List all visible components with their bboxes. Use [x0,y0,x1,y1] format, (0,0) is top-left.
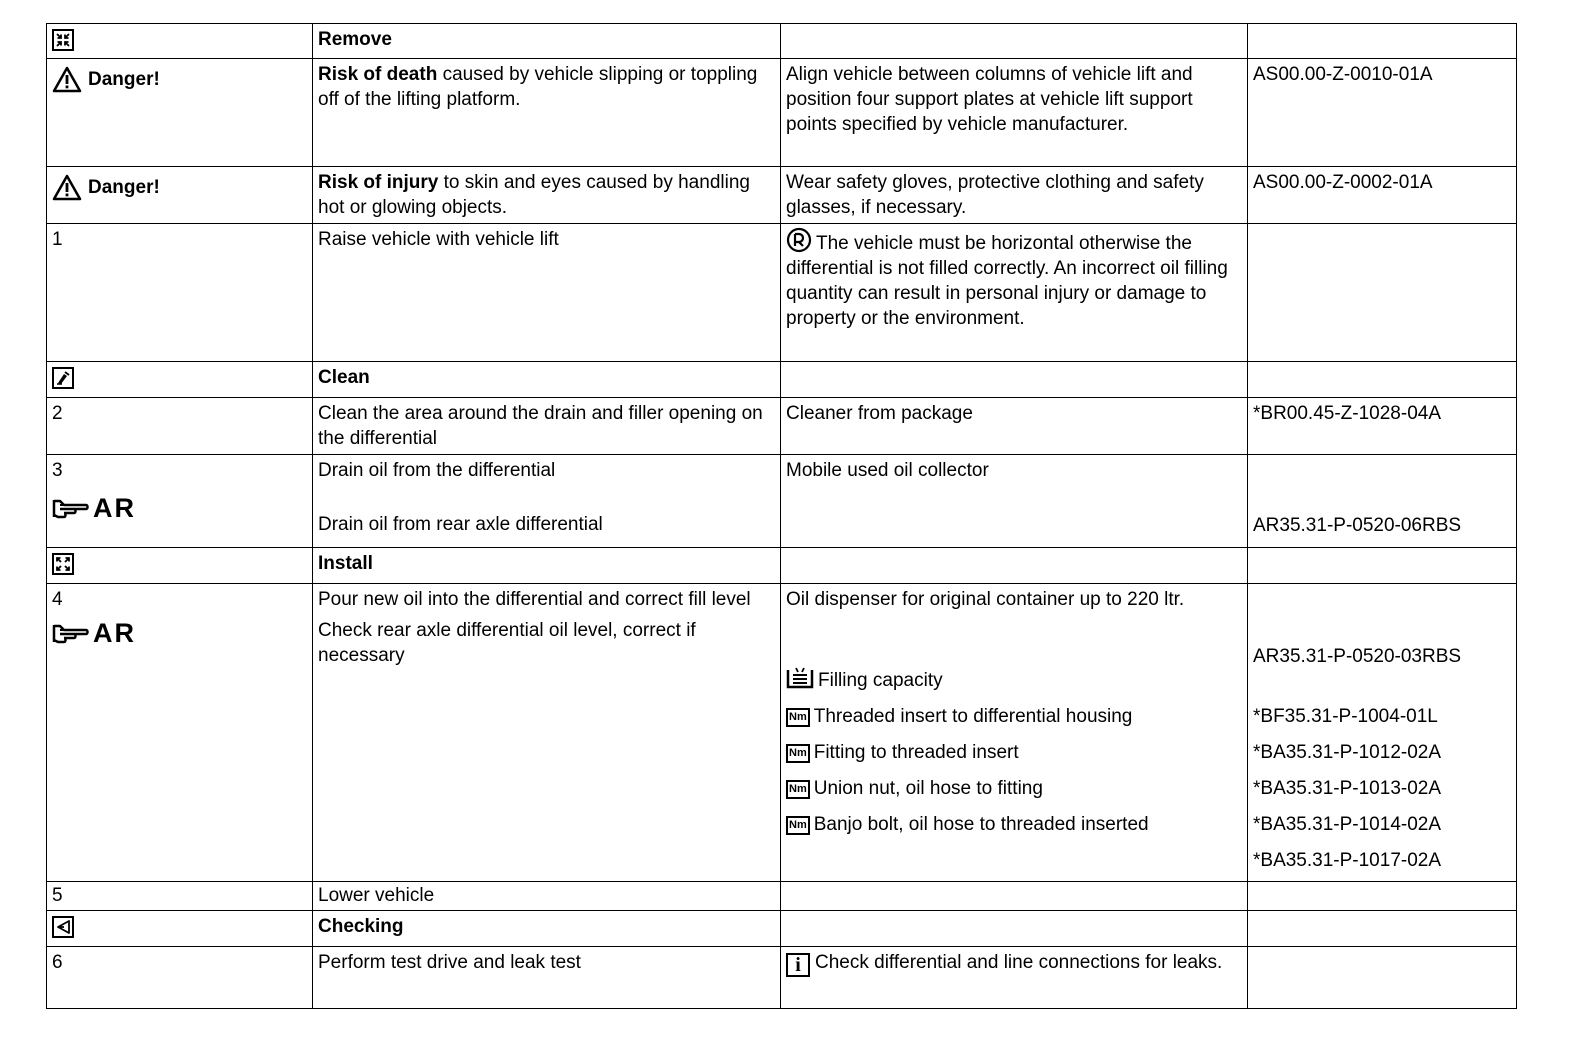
info-icon: i [786,953,810,977]
step-text: Perform test drive and leak test [318,952,581,973]
danger-label: Danger! [52,174,160,201]
step-number: 4 [52,589,63,610]
reference-code[interactable]: AR35.31-P-0520-06RBS [1253,515,1462,536]
reference-code[interactable]: *BR00.45-Z-1028-04A [1253,403,1441,424]
torque-nm-icon: Nm [786,780,810,799]
step-text: Clean the area around the drain and filler opening on the differential [318,403,763,449]
step-number: 1 [52,229,63,250]
table-row [47,947,1517,1009]
section-heading-clean: Clean [318,367,370,388]
remove-icon [52,29,74,51]
checking-icon [52,916,74,938]
pointing-hand-icon [52,495,90,521]
warning-triangle-icon [52,174,82,201]
table-row [47,455,1517,548]
table-row [47,548,1517,584]
spec-item: Nm Fitting to threaded insert [786,735,1242,771]
risk-title: Risk of injury [318,172,439,193]
reference-code[interactable]: *BA35.31-P-1014-02A [1253,814,1442,835]
spec-item: Nm Union nut, oil hose to fitting [786,771,1242,807]
risk-text: caused by vehicle slipping or toppling off of the lifting platform. [318,64,758,110]
step-number: 2 [52,403,63,424]
table-row [47,584,1517,882]
table-row [47,911,1517,947]
torque-nm-icon: Nm [786,744,810,763]
step-text: Drain oil from the differential [318,460,556,481]
table-row [47,362,1517,398]
reference-link[interactable] [1248,167,1517,224]
section-heading-install: Install [318,553,373,574]
spec-item: Nm Threaded insert to differential housing [786,699,1242,735]
step-text: Pour new oil into the differential and correct fill level [318,589,751,610]
tool-text: Mobile used oil collector [786,460,989,481]
spec-item: Filling capacity [786,663,1242,699]
reference-code[interactable]: AS00.00-Z-0010-01A [1253,64,1433,85]
filling-capacity-icon [786,666,814,690]
reference-code[interactable]: *BA35.31-P-1012-02A [1253,742,1442,763]
reference-link[interactable] [1248,59,1517,167]
reference-link[interactable] [1248,398,1517,455]
install-icon [52,553,74,575]
tool-text: Oil dispenser for original container up to 220 ltr. [786,589,1185,610]
pointing-hand-icon [52,620,90,646]
measure-text: Wear safety gloves, protective clothing and safety glasses, if necessary. [786,172,1204,218]
reference-code[interactable]: *BF35.31-P-1004-01L [1253,706,1438,727]
tool-text: Cleaner from package [786,403,973,424]
table-row [47,882,1517,911]
ar-step-text: Check rear axle differential oil level, correct if necessary [318,620,696,666]
ar-link[interactable]: AR [52,495,136,521]
warning-triangle-icon [52,66,82,93]
table-row [47,224,1517,362]
step-number: 6 [52,952,63,973]
reference-code[interactable]: AS00.00-Z-0002-01A [1253,172,1433,193]
procedure-table [46,23,1517,1009]
risk-title: Risk of death [318,64,438,85]
danger-label: Danger! [52,66,160,93]
step-text: Raise vehicle with vehicle lift [318,229,559,250]
reference-code[interactable]: *BA35.31-P-1013-02A [1253,778,1442,799]
caution-note-icon [786,227,812,253]
ar-step-text: Drain oil from rear axle differential [318,514,603,535]
section-heading-remove: Remove [318,29,392,50]
table-row [47,167,1517,224]
reference-code[interactable]: AR35.31-P-0520-03RBS [1253,646,1462,667]
torque-nm-icon: Nm [786,816,810,835]
table-row [47,59,1517,167]
step-text: Lower vehicle [318,885,435,906]
table-row [47,24,1517,59]
measure-text: Align vehicle between columns of vehicle lift and position four support plates at vehicle lift support points specified by vehicle manufacturer. [786,64,1193,135]
step-number: 3 [52,460,63,481]
info-text: Check differential and line connections for leaks. [815,952,1223,973]
step-number: 5 [52,885,63,906]
reference-code[interactable]: *BA35.31-P-1017-02A [1253,850,1442,871]
ar-link[interactable]: AR [52,620,136,646]
spec-item: Nm Banjo bolt, oil hose to threaded inserted [786,807,1242,843]
section-heading-checking: Checking [318,916,404,937]
reference-link[interactable] [1248,455,1517,548]
torque-nm-icon: Nm [786,708,810,727]
note-text: The vehicle must be horizontal otherwise the differential is not filled correctly. An incorrect oil filling quantity can result in personal injury or damage to property or the environment. [786,233,1228,329]
table-row [47,398,1517,455]
clean-icon [52,367,74,389]
risk-text: to skin and eyes caused by handling hot or glowing objects. [318,172,750,218]
